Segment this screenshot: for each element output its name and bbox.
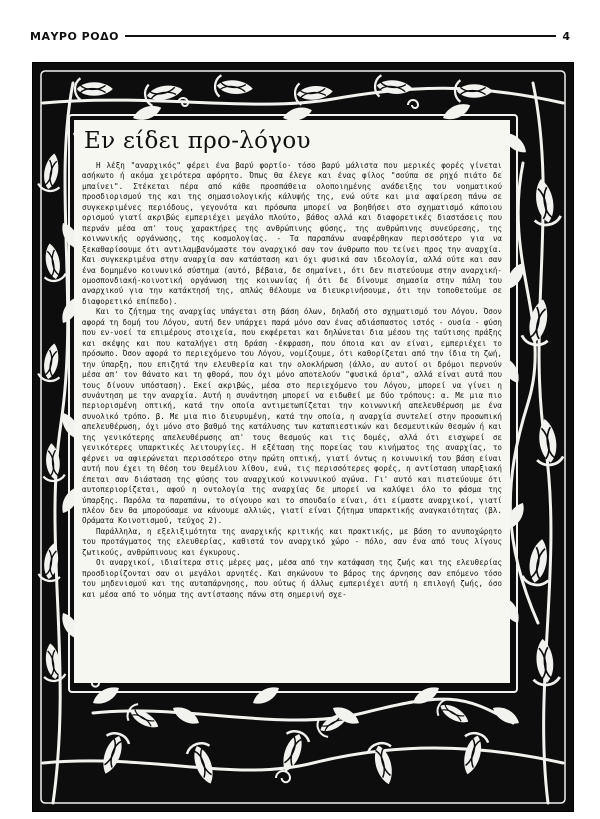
spiral-curl — [408, 100, 418, 108]
flower-bud-ornament — [455, 80, 493, 102]
article-paragraph-4: Οι αναρχικοί, ιδιαίτερα στις μέρες μας, μέσα από την κατάφαση της ζωής και της ελευθερίας προσδιορίζονται σαν οι μεγάλοι αρνητές. Και σηκώνουν το βάρος της άρνησης σαν επόμενο τόσο του μηδενισμού και της αυταπάρνησης, που ούτως ή άλλως εμπεριέχει αυτή η επιλογή ζωής, όσο και μέσα από το νόημα της αντίστασης πάνω στη σημερινή σχε- — [82, 558, 502, 599]
leaf-ornament — [170, 703, 202, 728]
flower-bud-ornament — [185, 740, 222, 788]
page-header — [30, 28, 570, 44]
flower-bud-ornament — [532, 417, 565, 466]
flower-bud-ornament — [38, 542, 65, 582]
article-paragraph-1: Η λέξη "αναρχικός" φέρει ένα βαρύ φορτίο· τόσο βαρύ μάλιστα που μερικές φορές γίνεται ασήκωτο ή ακόμα χειρότερα αφόρητο. Όπως θα έλεγε και ένας φίλος "σούπα σε ρηχό πιάτο δε μπαίνει". Στέκεται πέρα από κάθε προσπάθεια ολοποιημένης ανάδειξης του νοηματικού προσδιορισμού της και της σημασιολογικής κάλυψής της, ενώ ούτε και μια αφαίρεση πάνω σε συγκεκριμένες περιόδους, γεγονότα και πρόσωπα μπορεί να βοηθήσει στο σχηματισμό κάποιου ορισμού γιατί ακριβώς εμπεριέχει μεγάλο πλούτο, βάθος αλλά και διαφορετικές διαστάσεις που περνάν μέσα απ' τους χαρακτήρες της ανθρώπινης φύσης, της ανθρώπινης συνεύρεσης, της κοινωνικής οργάνωσης, της κοσμολογίας. - Τα παραπάνω αναφέρθηκαν περισσότερο για να ξεκαθαρίσουμε ότι αντιλαμβανόμαστε τον αναρχικό σαν τον άνθρωπο που τείνει προς την αναρχία. Και συγκεκριμένα στην αναρχία σαν κατάσταση και όχι φυσικά σαν ιδεολογία, αλλά ούτε και σαν ένα δομημένο κοινωνικό σύστημα (αυτό, βέβαια, δε σημαίνει, ότι δεν πιστεύουμε στην αναρχική-ομοσπονδιακή-κοινοτική οργάνωση της κοινωνίας ή ότι δε δίνουμε σημασία στην πάλη του αναρχικού για την κατάκτησή της, απλώς θέλουμε να διευκρινήσουμε, ότι την τοποθετούμε σε διαφορετικό επίπεδο). — [82, 161, 502, 306]
header-rule — [125, 35, 556, 37]
flower-bud-ornament — [374, 75, 414, 100]
leaf-ornament — [410, 683, 442, 708]
flower-bud-ornament — [40, 642, 67, 682]
flower-bud-ornament — [41, 442, 66, 482]
spiral-curl — [276, 771, 290, 782]
leaf-ornament — [490, 703, 522, 728]
flower-bud-ornament — [528, 177, 562, 227]
flower-bud-ornament — [529, 638, 560, 687]
page-number: 4 — [562, 29, 570, 43]
article-panel — [74, 120, 510, 683]
magazine-name: ΜΑΥΡΟ ΡΟΔΟ — [30, 29, 119, 43]
article-title: Εν είδει προ-λόγου — [84, 128, 311, 154]
article-paragraph-3: Παράλληλα, η εξελιξιμότητα της αναρχικής κριτικής και πρακτικής, με βάση το ανυποχώρητο του προτάγματος της ελευθερίας, καθιστά τον αναρχικό χώρο - πόλο, σαν ένα από τους λίγους ζωτικούς, ανθρώπινους και έγκυρους. — [82, 526, 502, 557]
leaf-ornament — [250, 683, 282, 708]
flower-bud-ornament — [214, 75, 254, 100]
flower-bud-ornament — [456, 731, 490, 778]
flower-bud-ornament — [124, 702, 163, 735]
article-paragraph-2: Και το ζήτημα της αναρχίας υπάγεται στη βάση όλων, δηλαδή στο σχηματισμό του Λόγου. Όσον αφορά τη δομή του Λόγου, αυτή δεν υπάρχει παρά μόνο σαν ένας αδιάσπαστος ιστός - ουσία - φύση που εν-νοεί τα επιμέρους στοιχεία, που εκφέρεται και δηλώνεται δια μέσου της ταύτισης πράξης και σκέψης και που καταλήγει στη δράση -έκφραση, που όποια και αν είναι, εμπεριέχει το πρόσωπο. Όσον αφορά το περιεχόμενο του Λόγου, νομίζουμε, ότι καθορίζεται από την ίδια τη ζωή, την ύπαρξη, που επιζητά την ελευθερία και την ολοκλήρωση (άλλο, αν αυτοί οι δρόμοι περνούν μέσα απ' τον θάνατο και τη φθορά, που όχι μόνο αποτελούν "φυσικά όρια", αλλά είναι αυτά που τους δίνουν υπόσταση). Εκεί ακριβώς, μέσα στο περιεχόμενο του Λόγου, μπορεί να γίνει η συνάντηση με την αναρχία. Αυτή η συνάντηση μπορεί να ειδωθεί με δύο τρόπους: α. Με μια πιο περιορισμένη οπτική, κατά την οποία αντιμετωπίζεται την κοινωνική απελευθέρωση με ένα συνολικό τρόπο. β. Με μια πιο διευρυμένη, κατά την οποία, η αναρχία συντελεί στην προσωπική απελευθέρωση, όχι μόνο στο βαθμό της κατάλυσης των καταπιεστικών και δεσμευτικών θεσμών ή και της γενικότερης απελευθέρωσης απ' τους θεσμούς και τις δομές, αλλά ότι εισχωρεί σε γενικότερες υπαρκτικές λειτουργίες. Η εξέταση της πορείας του κινήματος της αναρχίας, το φέρνει να αφιερώνεται περισσότερο στην πρώτη οπτική, γιατί όντως η κοινωνική του βάση είναι αυτή που έχει τη θέση του θεμέλιου λίθου, ενώ, τις περισσότερες φορές, η αντίσταση υπαρξιακή έπεται σαν διάσταση της φύσης του αναρχικού κοινωνικού αγώνα. Γι' αυτό και πιστεύουμε ότι αυτοπεριορίζεται, αφού η οντολογία της αναρχίας δε μπορεί να καλύψει όλο το φάσμα της ύπαρξης. Παρόλα τα παραπάνω, το σίγουρο και το σπουδαίο είναι, ότι είμαστε αναρχικοί, γιατί πλέον δεν θα μπορούσαμε να κάνουμε αλλιώς, γιατί είναι ζήτημα υπαρκτικής αναγκαιότητας (βλ. Οράματα Κοινοτισμού, τεύχος 2). — [82, 307, 502, 526]
flower-bud-ornament — [366, 741, 400, 788]
flower-bud-ornament — [94, 730, 131, 778]
flower-bud-ornament — [75, 78, 113, 100]
flower-bud-ornament — [39, 242, 67, 283]
